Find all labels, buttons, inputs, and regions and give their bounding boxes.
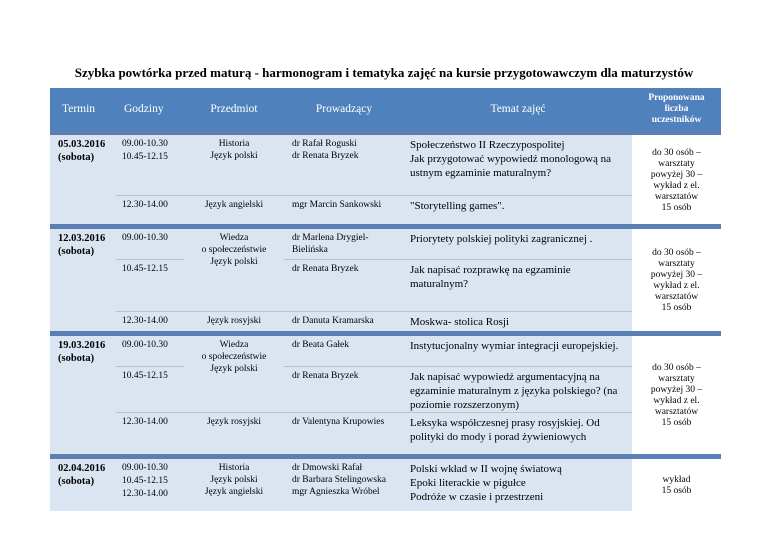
teacher-cell — [284, 259, 404, 311]
hours-line: 10.45-12.15 — [122, 152, 168, 162]
subject-line: Wiedza — [219, 233, 249, 243]
hours-line: 12.30-14.00 — [122, 416, 168, 427]
table-row — [50, 195, 721, 224]
date-cell — [50, 135, 116, 224]
header-temat: Temat zajęć — [404, 88, 632, 130]
participants-line: warsztatów — [654, 292, 699, 302]
topic-line: Leksyka współczesnej prasy rosyjskiej. Od polityki do mody i porad żywieniowych — [410, 416, 600, 443]
table-row — [50, 311, 721, 331]
hours-line: 12.30-14.00 — [122, 199, 168, 210]
table-row — [50, 366, 721, 412]
header-prowadzacy: Prowadzący — [284, 88, 404, 130]
teacher-line: dr Danuta Kramarska — [292, 315, 374, 326]
subject-line: Język rosyjski — [206, 315, 262, 326]
subject-line: o społeczeństwie — [201, 352, 267, 362]
teacher-cell — [284, 459, 404, 511]
teacher-cell — [284, 195, 404, 224]
participants-line: warsztatów — [654, 191, 699, 202]
participants-line: warsztatów — [654, 407, 699, 417]
topic-line: Priorytety polskiej polityki zagranicznej . — [410, 233, 593, 245]
date-line: (sobota) — [58, 246, 95, 257]
teacher-line: dr Dmowski Rafał — [292, 463, 363, 473]
subject-line: Historia — [218, 139, 250, 149]
schedule-table — [50, 88, 721, 511]
date-line: 12.03.2016 — [58, 233, 106, 244]
hours-cell — [116, 412, 184, 454]
topic-line: Jak napisać wypowiedź argumentacyjną na egzaminie maturalnym z języka polskiego? (na poziomie rozszerzonym) — [410, 370, 618, 411]
header-liczba-line: uczestników — [651, 114, 702, 125]
participants-line: powyżej 30 – — [650, 385, 703, 395]
hours-line: 09.00-10.30 — [122, 340, 168, 350]
subject-cell — [184, 459, 284, 511]
participants-line: warsztaty — [658, 259, 695, 269]
subject-line: Język polski — [210, 364, 258, 374]
participants-cell — [632, 135, 721, 224]
topic-cell — [404, 311, 632, 331]
teacher-line: mgr Marcin Sankowski — [292, 199, 382, 210]
participants-line: wykład z el. — [653, 281, 700, 291]
hours-cell — [116, 336, 184, 366]
participants-line: do 30 osób – — [652, 363, 701, 373]
teacher-line: mgr Agnieszka Wróbel — [292, 487, 380, 497]
topic-cell — [404, 459, 632, 511]
teacher-cell — [284, 229, 404, 259]
hours-line: 09.00-10.30 — [122, 139, 168, 149]
topic-line: Polski wkład w II wojnę światową — [410, 463, 562, 475]
teacher-cell — [284, 135, 404, 195]
hours-line: 10.45-12.15 — [122, 263, 168, 274]
topic-line: Jak napisać rozprawkę na egzaminie maturalnym? — [410, 263, 571, 290]
date-line: (sobota) — [58, 353, 95, 364]
participants-line: 15 osób — [661, 202, 692, 213]
teacher-line: dr Marlena Drygiel- — [292, 233, 369, 243]
table-row — [50, 336, 721, 366]
teacher-line: Bielińska — [292, 245, 328, 255]
date-cell — [50, 336, 116, 454]
participants-line: wykład — [662, 475, 691, 485]
teacher-line: dr Renata Bryzek — [292, 151, 359, 161]
teacher-cell — [284, 412, 404, 454]
subject-cell — [184, 195, 284, 224]
participants-line: 15 osób — [661, 418, 692, 428]
teacher-line: dr Valentyna Krupowies — [292, 416, 385, 427]
teacher-line: dr Barbara Stelingowska — [292, 475, 386, 485]
subject-cell — [184, 229, 284, 311]
header-row — [50, 88, 721, 130]
participants-line: warsztaty — [658, 158, 695, 169]
subject-cell — [184, 311, 284, 331]
subject-line: Język rosyjski — [206, 416, 262, 427]
topic-cell — [404, 336, 632, 366]
topic-cell — [404, 259, 632, 311]
topic-cell — [404, 135, 632, 195]
subject-cell — [184, 135, 284, 195]
hours-line: 10.45-12.15 — [122, 370, 168, 381]
participants-cell — [632, 229, 721, 331]
topic-cell — [404, 229, 632, 259]
teacher-line: dr Rafał Roguski — [292, 139, 357, 149]
date-line: 19.03.2016 — [58, 340, 106, 351]
participants-cell — [632, 336, 721, 454]
participants-line: wykład z el. — [653, 180, 700, 191]
topic-line: Moskwa- stolica Rosji — [410, 315, 509, 328]
participants-line: powyżej 30 – — [650, 169, 703, 180]
date-line: 02.04.2016 — [58, 463, 106, 474]
header-termin: Termin — [50, 88, 116, 130]
header-liczba — [632, 88, 721, 130]
subject-cell — [184, 412, 284, 454]
header-godziny: Godziny — [116, 88, 184, 130]
teacher-line: dr Beata Gałek — [292, 340, 349, 350]
hours-cell — [116, 366, 184, 412]
participants-line: do 30 osób – — [652, 248, 701, 258]
hours-line: 12.30-14.00 — [122, 315, 168, 326]
header-przedmiot: Przedmiot — [184, 88, 284, 130]
participants-line: 15 osób — [661, 486, 692, 496]
document-title: Szybka powtórka przed maturą - harmonogram i tematyka zajęć na kursie przygotowawczym dla maturzystów — [74, 65, 694, 80]
table-row — [50, 135, 721, 195]
date-cell — [50, 229, 116, 331]
hours-line: 12.30-14.00 — [122, 489, 168, 499]
hours-cell — [116, 259, 184, 311]
hours-line: 09.00-10.30 — [122, 233, 168, 243]
subject-line: Język angielski — [204, 487, 264, 497]
topic-line: "Storytelling games". — [410, 199, 505, 212]
hours-cell — [116, 195, 184, 224]
teacher-line: dr Renata Bryzek — [292, 370, 359, 381]
participants-line: wykład z el. — [653, 396, 700, 406]
table-row — [50, 259, 721, 311]
header-liczba-line: liczba — [664, 103, 689, 114]
hours-cell — [116, 459, 184, 511]
topic-line: Jak przygotować wypowiedź monologową na ustnym egzaminie maturalnym? — [410, 153, 612, 179]
hours-cell — [116, 311, 184, 331]
topic-line: Instytucjonalny wymiar integracji europejskiej. — [410, 340, 619, 352]
topic-line: Epoki literackie w pigułce — [410, 477, 526, 489]
teacher-cell — [284, 366, 404, 412]
teacher-cell — [284, 311, 404, 331]
subject-line: Język polski — [210, 151, 258, 161]
date-cell — [50, 459, 116, 511]
participants-cell — [632, 459, 721, 511]
subject-line: Język polski — [210, 475, 258, 485]
hours-line: 09.00-10.30 — [122, 463, 168, 473]
hours-cell — [116, 135, 184, 195]
topic-cell — [404, 366, 632, 412]
teacher-cell — [284, 336, 404, 366]
topic-cell — [404, 195, 632, 224]
participants-line: 15 osób — [661, 303, 692, 313]
date-line: (sobota) — [58, 152, 95, 163]
subject-line: o społeczeństwie — [201, 245, 267, 255]
date-line: (sobota) — [58, 476, 95, 487]
topic-line: Społeczeństwo II Rzeczypospolitej — [410, 139, 565, 151]
topic-line: Podróże w czasie i przestrzeni — [410, 491, 544, 503]
table-row — [50, 459, 721, 511]
topic-cell — [404, 412, 632, 454]
subject-line: Wiedza — [219, 340, 249, 350]
teacher-line: dr Renata Bryzek — [292, 263, 359, 274]
hours-line: 10.45-12.15 — [122, 476, 168, 486]
table-row — [50, 229, 721, 259]
participants-line: warsztaty — [658, 374, 695, 384]
participants-line: powyżej 30 – — [650, 270, 703, 280]
subject-line: Język polski — [210, 257, 258, 267]
hours-cell — [116, 229, 184, 259]
date-line: 05.03.2016 — [58, 139, 106, 150]
header-liczba-line: Proponowana — [648, 92, 705, 103]
participants-line: do 30 osób – — [652, 147, 701, 158]
subject-line: Historia — [218, 463, 250, 473]
table-row — [50, 412, 721, 454]
subject-cell — [184, 336, 284, 412]
subject-line: Język angielski — [204, 199, 264, 210]
